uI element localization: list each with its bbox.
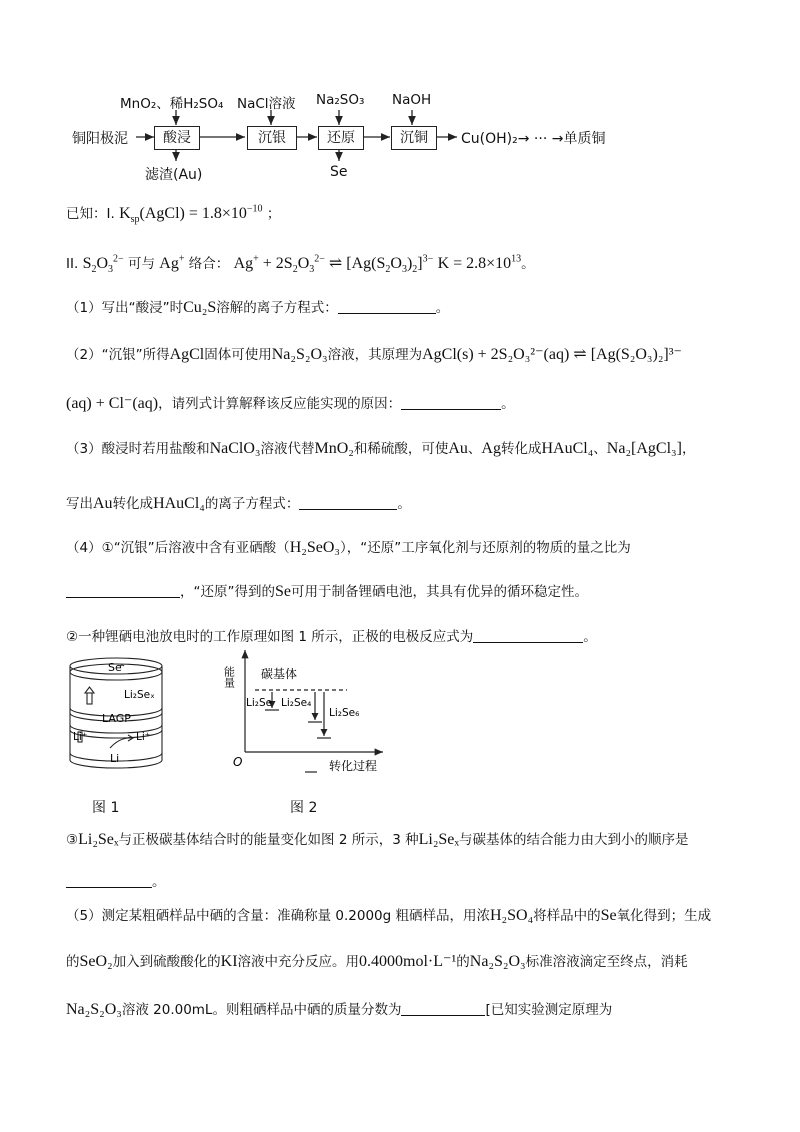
flow-arrows xyxy=(0,0,800,200)
q3-answer-blank[interactable] xyxy=(299,495,397,510)
q5-line2-text-3: 的 xyxy=(456,954,470,970)
q2-end: 。 xyxy=(501,396,515,412)
q5-line3-text-2: [已知实验测定原理为 xyxy=(485,1002,613,1018)
q2-text-3: ，请列式计算解释该反应能实现的原因： xyxy=(158,396,402,412)
q2-thiosulfate: Na₂S₂O₃ xyxy=(271,346,328,363)
q4-se: Se xyxy=(275,583,291,600)
fig2-species-li2se: Li₂Se xyxy=(246,697,273,709)
q2-prefix: （2）“沉银”所得 xyxy=(66,347,170,363)
q3-prefix: （3）酸浸时若用盐酸和 xyxy=(66,441,210,457)
q4-line-4 xyxy=(66,828,689,849)
q5-line-2 xyxy=(66,950,688,971)
q3-text-1: 溶液代替 xyxy=(260,441,315,457)
flow-reagent-2: NaCl溶液 xyxy=(237,96,296,112)
flow-box-silver-precip: 沉银 xyxy=(247,126,297,150)
figure-1-caption: 图 1 xyxy=(92,800,120,816)
q1-line xyxy=(66,296,449,317)
q1-text: 溶解的离子方程式： xyxy=(216,300,338,316)
q2-line-1 xyxy=(66,343,682,364)
q5-line3-text: 溶液 20.00mL。则粗硒样品中硒的质量分数为 xyxy=(121,1002,402,1018)
q4-line-2 xyxy=(66,580,588,601)
known-period: 。 xyxy=(521,256,535,272)
q4-part3-text: 与正极碳基体结合时的能量变化如图 2 所示，3 种 xyxy=(118,832,419,848)
flow-reagent-4: NaOH xyxy=(392,92,432,108)
fig1-label-se: Se xyxy=(108,661,122,674)
q4-acid: H₂SeO₃ xyxy=(289,539,340,556)
q2-text-2: 溶液，其原理为 xyxy=(327,347,423,363)
flow-box-reduction: 还原 xyxy=(318,126,364,150)
fig1-label-li-ion-left: Li⁺ xyxy=(73,731,88,743)
q1-end: 。 xyxy=(435,300,450,316)
q3-sep-2: 、 xyxy=(593,441,607,457)
q3-au: Au xyxy=(448,440,468,457)
figure-2-caption: 图 2 xyxy=(290,800,318,816)
fig2-title: 碳基体 xyxy=(261,667,298,681)
thiosulfate-ion: $S_2O_3^{2-}$ xyxy=(82,253,124,276)
q3-text-3: 转化成 xyxy=(500,441,542,457)
q4-line-5 xyxy=(66,870,166,890)
fig2-species-li2se4: Li₂Se₄ xyxy=(281,697,312,709)
q4-line-1 xyxy=(66,536,631,557)
q3-product-1: HAuCl₄ xyxy=(541,440,594,457)
q4-ratio-blank[interactable] xyxy=(66,583,180,598)
flow-box-copper-precip: 沉铜 xyxy=(391,126,437,150)
q3-line-1 xyxy=(66,437,695,458)
q4-part2-text: ②一种锂硒电池放电时的工作原理如图 1 所示，正极的电极反应式为 xyxy=(66,629,474,645)
fig1-label-lagp: LAGP xyxy=(102,712,131,725)
q5-line3-thiosulfate: Na₂S₂O₃ xyxy=(66,1001,122,1018)
q3-sep: 、 xyxy=(467,441,482,457)
k-value: $K = 2.8\times 10^{13}$ xyxy=(437,253,522,272)
figure-2-energy-diagram xyxy=(222,640,395,780)
q4-part2-end: 。 xyxy=(583,629,597,645)
known-line-1 xyxy=(66,202,280,225)
q3-comma: ， xyxy=(681,441,696,457)
q4-line2-text-2: 可用于制备锂硒电池，其具有优异的循环稳定性。 xyxy=(291,584,588,600)
fig2-origin: O xyxy=(233,755,243,769)
q3-line2-prefix: 写出 xyxy=(66,496,93,512)
q5-h2so4: H₂SO₄ xyxy=(489,907,534,924)
silver-ion: Ag+ xyxy=(159,253,185,272)
q3-product-2: Na₂[AgCl₃] xyxy=(606,440,682,457)
complex-equilibrium: $Ag^+ + 2S_2O_3^{2-}$ ⇌ $[Ag(S_2O_3)_2]^{3-}$ xyxy=(233,253,434,276)
flow-byproduct-se: Se xyxy=(330,164,348,180)
q4-order-blank[interactable] xyxy=(66,873,152,888)
q5-se: Se xyxy=(600,907,617,924)
q1-formula: Cu₂S xyxy=(183,299,217,316)
fig1-label-li-ion-right: Li⁺ xyxy=(136,731,151,743)
q2-answer-blank[interactable] xyxy=(401,395,501,410)
fig1-label-li2sex: Li₂Seₓ xyxy=(124,689,155,701)
q3-line2-product: HAuCl₄ xyxy=(153,495,205,512)
fig1-label-li: Li xyxy=(110,752,120,765)
figure-1-battery xyxy=(60,650,180,780)
flow-box-acid-leach: 酸浸 xyxy=(154,126,200,150)
q4-part3-prefix: ③ xyxy=(66,832,79,848)
ksp-expression: $K_{sp}(AgCl) = 1.8\times 10^{-10}$ xyxy=(119,203,263,226)
fig2-xlabel: 转化过程 xyxy=(329,759,378,773)
fig2-species-li2se6: Li₂Se₆ xyxy=(329,707,360,719)
flow-tail: Cu(OH)₂→ ··· →单质铜 xyxy=(461,131,606,147)
flow-reagent-3: Na₂SO₃ xyxy=(316,92,365,108)
q4-li2sex-2: Li₂Seₓ xyxy=(418,831,460,848)
q4-text: ），“还原”工序氧化剂与还原剂的物质的量之比为 xyxy=(339,540,631,556)
q5-text-1: 将样品中的 xyxy=(533,908,601,924)
q5-thiosulfate: Na₂S₂O₃ xyxy=(469,953,526,970)
q2-line-2 xyxy=(66,392,515,413)
flow-byproduct-au: 滤渣(Au) xyxy=(145,167,203,183)
q4-li2sex: Li₂Seₓ xyxy=(78,831,119,848)
q5-line2-text-4: 标准溶液滴定至终点，消耗 xyxy=(525,954,688,970)
q3-mno2: MnO₂ xyxy=(314,440,354,457)
q3-line2-au: Au xyxy=(93,495,113,512)
q5-answer-blank[interactable] xyxy=(401,1001,485,1016)
q3-ag: Ag xyxy=(481,440,501,457)
q5-line2-text: 加入到硫酸酸化的 xyxy=(112,954,221,970)
q3-line-2 xyxy=(66,492,411,513)
known-text-2: 络合： xyxy=(188,256,230,272)
flow-reagent-1: MnO₂、稀H₂SO₄ xyxy=(120,96,224,112)
q5-text-2: 氧化得到；生成 xyxy=(616,908,712,924)
q5-concentration: 0.4000mol·L⁻¹ xyxy=(359,953,457,970)
flow-start: 铜阳极泥 xyxy=(72,131,128,147)
q1-answer-blank[interactable] xyxy=(338,299,436,314)
q4-electrode-blank[interactable] xyxy=(473,628,583,643)
fig2-ylabel: 能量 xyxy=(222,666,236,688)
q1-prefix: （1）写出“酸浸”时 xyxy=(66,300,184,316)
q4-part3-text-2: 与碳基体的结合能力由大到小的顺序是 xyxy=(459,832,689,848)
q2-text-1: 固体可使用 xyxy=(204,347,272,363)
q2-equation-tail: (aq) + Cl⁻(aq) xyxy=(66,395,159,412)
q2-agcl: AgCl xyxy=(169,346,205,363)
known-line-2 xyxy=(66,252,535,275)
q3-naclo3: NaClO₃ xyxy=(209,440,261,457)
q3-line2-text: 转化成 xyxy=(112,496,154,512)
q3-end: 。 xyxy=(397,496,411,512)
q5-seo2: SeO₂ xyxy=(79,953,113,970)
known-text-1: 可与 xyxy=(127,256,155,272)
known-label-2: II. xyxy=(66,256,79,272)
q4-prefix: （4）①“沉银”后溶液中含有亚硒酸（ xyxy=(66,540,290,556)
known-semicolon: ； xyxy=(266,206,281,222)
known-label-1: 已知：I. xyxy=(66,206,115,222)
q5-prefix: （5）测定某粗硒样品中硒的含量：准确称量 0.2000g 粗硒样品，用浓 xyxy=(66,908,490,924)
q4-line2-text: ，“还原”得到的 xyxy=(180,584,275,600)
q4-part3-end: 。 xyxy=(152,874,166,890)
q5-line-3 xyxy=(66,998,612,1019)
q3-line2-text-2: 的离子方程式： xyxy=(204,496,300,512)
q2-equation: AgCl(s) + 2S₂O₃²⁻(aq) ⇌ [Ag(S₂O₃)₂]³⁻ xyxy=(422,346,682,363)
q5-line-1 xyxy=(66,904,711,925)
q5-ki: KI xyxy=(220,953,238,970)
q3-text-2: 和稀硫酸，可使 xyxy=(353,441,449,457)
q5-line2-text-2: 溶液中充分反应。用 xyxy=(237,954,360,970)
q5-line2-prefix: 的 xyxy=(66,954,80,970)
